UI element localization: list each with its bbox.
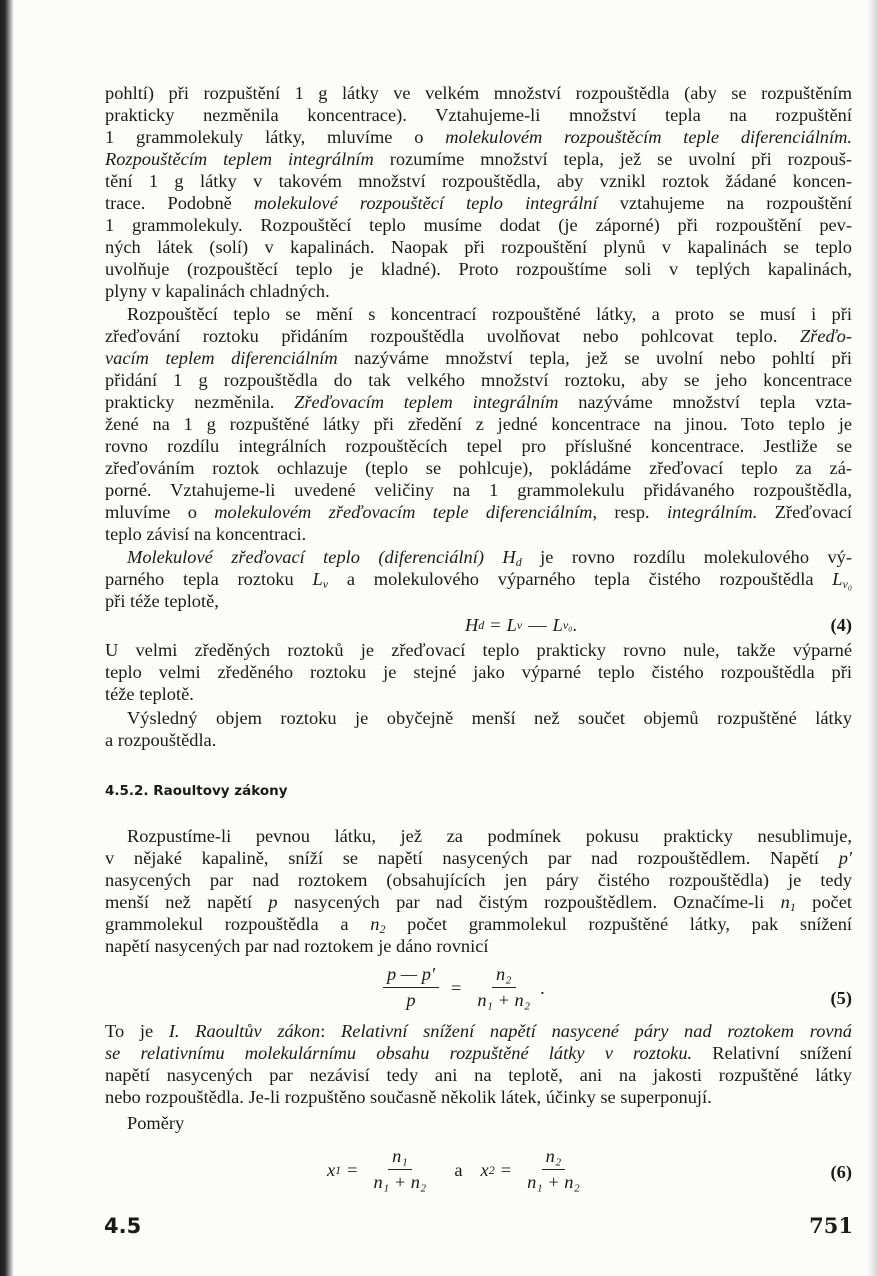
subscript: 1	[789, 900, 796, 914]
eq5-end: .	[540, 977, 545, 998]
text-line	[105, 707, 852, 729]
text-run: pohltí) při rozpuštění 1 g látky ve velkém množství rozpouštědla (aby se rozpuštěním	[105, 83, 852, 103]
footer-section-number: 4.5	[104, 1214, 142, 1238]
text-line	[105, 236, 852, 258]
book-binding-shadow	[0, 0, 14, 1276]
text-line	[105, 1086, 852, 1108]
text-run: teplo závisí na koncentraci.	[105, 524, 307, 544]
text-run: a molekulového výparného tepla čistého rozpouštědla	[328, 569, 833, 589]
text-line	[105, 391, 852, 413]
eq5-denominator-right: n₁ + n₂	[477, 990, 531, 1010]
equation-4: H d = L v — L v₀ . (4)	[465, 615, 852, 635]
eq4-end: .	[572, 615, 577, 635]
text-line	[105, 1112, 852, 1134]
text-run: je rovno rozdílu molekulového vý-	[521, 547, 852, 567]
text-line	[105, 104, 852, 126]
eq6-equals: =	[347, 1159, 358, 1180]
text-run: plyny v kapalinách chladných.	[105, 281, 330, 301]
text-run: nazýváme množství tepla, jež se uvolní nebo pohltí při	[337, 348, 852, 368]
text-run: přidání 1 g rozpouštědla do tak velkého množství roztoku, aby se jeho koncentrace	[105, 370, 852, 390]
text-run: uvolňuje (rozpouštěcí teplo je kladné). Proto rozpouštíme soli v teplých kapalinách,	[105, 259, 852, 279]
text-line	[105, 303, 852, 325]
eq6-x2: x	[480, 1159, 489, 1180]
equation-number: (4)	[830, 615, 852, 635]
text-line	[105, 590, 852, 612]
text-line	[105, 435, 852, 457]
paragraph-raoult-first-law	[105, 1020, 852, 1108]
text-run: parného tepla roztoku	[105, 569, 313, 589]
text-line	[105, 546, 852, 568]
text-run: tění 1 g látky v takovém množství rozpouštědla, aby vznikl roztok žádané koncen-	[105, 171, 852, 191]
italic-text-run: integrálním.	[666, 502, 758, 522]
italic-text-run: Zřeďo-	[799, 326, 852, 346]
eq6-denominator-1: n₁ + n₂	[373, 1172, 427, 1192]
text-line	[105, 170, 852, 192]
text-run: :	[320, 1021, 342, 1041]
text-run: napětí nasycených par nad roztokem je dáno rovnicí	[105, 936, 489, 956]
text-line	[105, 347, 852, 369]
text-line	[105, 280, 852, 302]
eq6-fraction-1	[370, 1144, 431, 1195]
eq4-term-b: L	[552, 615, 563, 635]
eq5-numerator: p — p′	[383, 962, 439, 988]
text-line	[105, 192, 852, 214]
eq5-numerator-right: n₂	[492, 962, 516, 988]
text-line	[105, 1064, 852, 1086]
eq5-equals: =	[450, 977, 462, 998]
text-run: Zřeďovací	[757, 502, 852, 522]
equation-number: (5)	[830, 988, 852, 1008]
text-line	[105, 82, 852, 104]
italic-text-run: se relativnímu molekulárnímu obsahu rozpuštěné látky v roztoku.	[105, 1043, 693, 1063]
eq5-fraction-right	[473, 962, 534, 1013]
text-line	[105, 457, 852, 479]
subscript: d	[515, 555, 522, 569]
text-run: porné. Vztahujeme-li uvedené veličiny na 1 grammolekulu přidávaného rozpouštědla,	[105, 480, 852, 500]
text-run: téže teplotě.	[105, 684, 194, 704]
italic-text-run: molekulovém zřeďovacím teple diferenciálním	[214, 502, 593, 522]
text-run: zřeďování roztoku přidáním rozpouštědla uvolňovat nebo pohlcovat teplo.	[105, 326, 800, 346]
italic-text-run: molekulové rozpouštěcí teplo integrální	[254, 193, 598, 213]
section-heading: 4.5.2. Raoultovy zákony	[105, 783, 288, 799]
italic-text-run: L	[832, 569, 843, 589]
text-line	[105, 413, 852, 435]
italic-text-run: L	[312, 569, 323, 589]
text-line	[105, 214, 852, 236]
eq4-term-a: L	[506, 615, 517, 635]
text-line	[105, 913, 852, 935]
text-run: a rozpouštědla.	[105, 730, 217, 750]
italic-text-run: molekulovém rozpouštěcím teple diferenciálním.	[445, 127, 852, 147]
text-run: 1 grammolekuly látky, mluvíme o	[105, 127, 446, 147]
text-run: , resp.	[592, 502, 667, 522]
paragraph-heat-of-solution	[105, 82, 852, 302]
paragraph-ratios	[105, 1112, 852, 1134]
eq6-x1: x	[327, 1159, 336, 1180]
eq6-denominator-2: n₁ + n₂	[527, 1172, 580, 1192]
eq5-denominator: p	[406, 990, 416, 1010]
text-line	[105, 935, 852, 957]
italic-text-run: p′	[838, 848, 852, 868]
text-run: v nějaké kapalině, sníží se napětí nasycených par nad rozpouštědlem. Napětí	[105, 848, 839, 868]
paragraph-heat-of-dilution	[105, 303, 852, 545]
text-run: Rozpustíme-li pevnou látku, jež za podmínek pokusu prakticky nesublimuje,	[127, 826, 852, 846]
text-line	[105, 523, 852, 545]
page-edge-shadow	[867, 0, 877, 1276]
text-run: mluvíme o	[105, 502, 215, 522]
italic-text-run: n	[370, 914, 380, 934]
italic-text-run: n	[780, 892, 790, 912]
text-line	[105, 683, 852, 705]
text-run: teplo velmi zředěného roztoku je stejné jako výparné teplo čistého rozpouštědla při	[105, 662, 852, 682]
text-line	[105, 568, 852, 590]
eq6-equals-2: =	[500, 1159, 512, 1180]
text-line	[105, 479, 852, 501]
text-line	[105, 369, 852, 391]
text-line	[105, 325, 852, 347]
text-run: 1 grammolekuly. Rozpouštěcí teplo musíme dodat (je záporné) při rozpouštění pev-	[105, 215, 852, 235]
paragraph-molar-dilution-heat	[105, 546, 852, 612]
italic-text-run: Molekulové zřeďovací teplo (diferenciální) H	[127, 547, 516, 567]
eq5-fraction-left	[383, 962, 439, 1013]
italic-text-run: vacím teplem diferenciálním	[105, 348, 338, 368]
text-run: počet	[795, 892, 852, 912]
subscript: v₀	[842, 577, 852, 591]
text-run: nasycených par nad čistým rozpouštědlem. Označíme-li	[277, 892, 781, 912]
text-run: žené na 1 g rozpuštěné látky při zředění z jedné koncentrace na jinou. Toto teplo je	[105, 414, 852, 434]
text-line	[105, 661, 852, 683]
italic-text-run: Relativní snížení napětí nasycené páry nad roztokem rovná	[341, 1021, 852, 1041]
text-run: prakticky nezměnila.	[105, 392, 295, 412]
text-line	[105, 729, 852, 751]
text-line	[105, 891, 852, 913]
text-run: nasycených par nad roztokem (obsahujících jen páry čistého rozpouštědla) je tedy	[105, 870, 852, 890]
text-run: počet grammolekul rozpuštěné látky, pak snížení	[385, 914, 853, 934]
paragraph-raoult-intro	[105, 825, 852, 957]
text-line	[105, 1042, 852, 1064]
subscript: 2	[379, 922, 386, 936]
text-run: grammolekul rozpouštědla a	[105, 914, 371, 934]
text-line	[105, 825, 852, 847]
text-run: Výsledný objem roztoku je obyčejně menší než součet objemů rozpuštěné látky	[127, 708, 852, 728]
text-run: ných látek (solí) v kapalinách. Naopak při rozpouštění plynů v kapalinách se teplo	[105, 237, 852, 257]
italic-text-run: I. Raoultův zákon	[168, 1021, 321, 1041]
italic-text-run: p	[268, 892, 278, 912]
text-run: Poměry	[127, 1113, 185, 1133]
footer-page-number: 751	[809, 1213, 853, 1238]
equation-5	[105, 962, 852, 1016]
text-run: trace. Podobně	[105, 193, 254, 213]
text-run: To je	[105, 1021, 169, 1041]
text-line	[105, 1020, 852, 1042]
text-line	[105, 258, 852, 280]
text-run: vztahujeme na rozpouštění	[597, 193, 852, 213]
italic-text-run: Rozpouštěcím teplem integrálním	[105, 149, 374, 169]
text-line	[105, 148, 852, 170]
text-run: prakticky nezměnila koncentrace). Vztahujeme-li množství tepla na rozpuštění	[105, 105, 852, 125]
eq6-numerator-1: n₁	[388, 1144, 412, 1170]
text-run: napětí nasycených par nezávisí tedy ani na teplotě, ani na jakosti rozpuštěné látky	[105, 1065, 852, 1085]
text-run: Relativní snížení	[692, 1043, 852, 1063]
text-run: při téže teplotě,	[105, 591, 219, 611]
text-line	[105, 869, 852, 891]
paragraph-volume	[105, 707, 852, 751]
eq4-lhs: H	[465, 615, 479, 635]
text-run: rovno rozdílu integrálních rozpouštěcích tepel pro příslušné koncentrace. Jestliže se	[105, 436, 852, 456]
text-run: Rozpouštěcí teplo se mění s koncentrací rozpouštěné látky, a proto se musí i při	[127, 304, 852, 324]
text-line	[105, 847, 852, 869]
text-run: nebo rozpouštědla. Je-li rozpuštěno současně několik látek, účinky se superponují.	[105, 1087, 712, 1107]
text-run: menší než napětí	[105, 892, 269, 912]
text-run: rozumíme množství tepla, jež se uvolní při rozpouš-	[373, 149, 852, 169]
equation-6: x 1 = $\frac{\text{n₁}}{\text{n₁ + n₂}}$ a x 2 = $\frac{\text{n₂}}{\text{n₁ + n₂}}$ (6)	[105, 1144, 852, 1198]
eq6-conjunction: a	[454, 1159, 463, 1180]
eq4-equals: =	[490, 615, 501, 635]
text-line	[105, 639, 852, 661]
text-run: nazýváme množství tepla vzta-	[558, 392, 852, 412]
paragraph-dilute-solutions	[105, 639, 852, 705]
eq4-minus: —	[528, 615, 547, 635]
text-run: zřeďováním roztok ochlazuje (teplo se pohlcuje), pokládáme zřeďovací teplo za zá-	[105, 458, 852, 478]
text-run: U velmi zředěných roztoků je zřeďovací teplo prakticky rovno nule, takže výparné	[105, 640, 852, 660]
subscript: v	[322, 577, 329, 591]
italic-text-run: Zřeďovacím teplem integrálním	[294, 392, 559, 412]
eq6-fraction-2	[523, 1144, 584, 1195]
text-line	[105, 501, 852, 523]
eq6-numerator-2: n₂	[542, 1144, 566, 1170]
equation-number: (6)	[830, 1162, 852, 1182]
text-line	[105, 126, 852, 148]
